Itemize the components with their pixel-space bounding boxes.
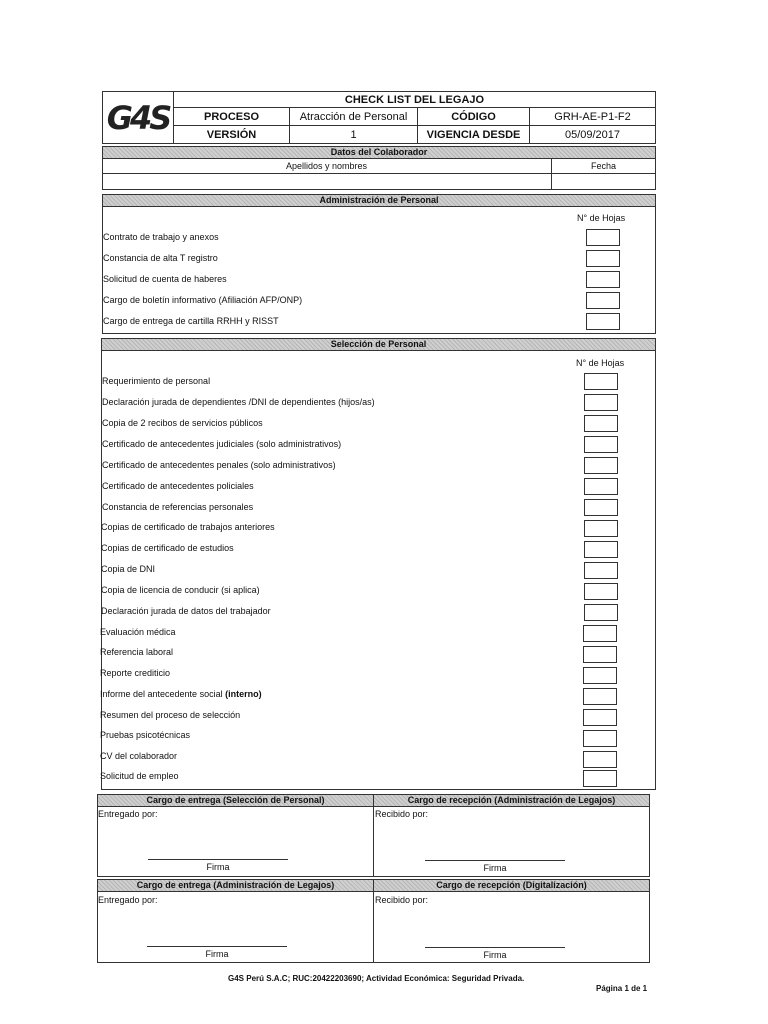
seleccion-item-label: Certificado de antecedentes policiales: [102, 481, 254, 491]
seleccion-item-hojas-box[interactable]: [584, 541, 618, 558]
proceso-label: PROCESO: [173, 107, 290, 126]
vigencia-label: VIGENCIA DESDE: [417, 125, 530, 144]
seleccion-item-hojas-box[interactable]: [583, 667, 617, 684]
version-value: 1: [289, 125, 418, 144]
seleccion-item-hojas-box[interactable]: [584, 499, 618, 516]
seleccion-item-hojas-box[interactable]: [583, 751, 617, 768]
page-number: Página 1 de 1: [596, 984, 648, 993]
firma-line[interactable]: [148, 859, 288, 860]
firma-line[interactable]: [425, 860, 565, 861]
seleccion-item-label: Declaración jurada de datos del trabajador: [101, 606, 271, 616]
seleccion-item-label: Reporte crediticio: [100, 668, 171, 678]
seleccion-hojas-label: N° de Hojas: [576, 358, 625, 368]
cargo-entrega-administracion-bar: Cargo de entrega (Administración de Legajos): [97, 879, 374, 892]
seleccion-item-label: Constancia de referencias personales: [102, 502, 254, 512]
seleccion-item-label: Solicitud de empleo: [100, 771, 179, 781]
firma-line[interactable]: [147, 946, 287, 947]
seleccion-item-hojas-box[interactable]: [584, 478, 618, 495]
nombres-input[interactable]: [103, 174, 550, 189]
seleccion-item-label: [100, 689, 262, 699]
seleccion-section-bar: Selección de Personal: [101, 338, 656, 351]
seleccion-item-label: Pruebas psicotécnicas: [100, 730, 191, 740]
seleccion-item-hojas-box[interactable]: [584, 457, 618, 474]
admin-item-label: Cargo de boletín informativo (Afiliación AFP/ONP): [103, 295, 303, 305]
firma-label: Firma: [483, 863, 507, 873]
seleccion-item-label: Certificado de antecedentes penales (solo administrativos): [102, 460, 336, 470]
seleccion-item-hojas-box[interactable]: [583, 625, 617, 642]
seleccion-item-hojas-box[interactable]: [584, 373, 618, 390]
nombres-label: Apellidos y nombres: [285, 161, 368, 171]
seleccion-item-hojas-box[interactable]: [584, 520, 618, 537]
cargo-recepcion-digitalizacion-bar: Cargo de recepción (Digitalización): [373, 879, 650, 892]
g4s-logo: G4S: [106, 98, 170, 137]
entregado-label: Entregado por:: [98, 809, 158, 819]
seleccion-item-label: Declaración jurada de dependientes /DNI de dependientes (hijos/as): [102, 397, 375, 407]
seleccion-item-hojas-box[interactable]: [583, 770, 617, 787]
seleccion-item-label: Certificado de antecedentes judiciales (solo administrativos): [102, 439, 342, 449]
seleccion-item-label: CV del colaborador: [100, 751, 178, 761]
admin-item-label: Constancia de alta T registro: [103, 253, 218, 263]
seleccion-item-label: Copias de certificado de estudios: [101, 543, 234, 553]
cargo-entrega-seleccion-bar: Cargo de entrega (Selección de Personal): [97, 794, 374, 807]
admin-item-hojas-box[interactable]: [586, 271, 620, 288]
logo-cell: [102, 91, 174, 144]
administracion-section-bar: Administración de Personal: [102, 194, 656, 207]
admin-item-hojas-box[interactable]: [586, 292, 620, 309]
footer-company: G4S Perú S.A.C; RUC:20422203690; Actividad Económica: Seguridad Privada.: [228, 974, 525, 983]
seleccion-item-label: Evaluación médica: [100, 627, 176, 637]
admin-item-label: Contrato de trabajo y anexos: [103, 232, 219, 242]
entregado-label: Entregado por:: [98, 895, 158, 905]
codigo-value: GRH-AE-P1-F2: [529, 107, 656, 126]
seleccion-item-hojas-box[interactable]: [583, 709, 617, 726]
vigencia-value: 05/09/2017: [529, 125, 656, 144]
seleccion-item-label: Copia de 2 recibos de servicios públicos: [102, 418, 263, 428]
firma-line[interactable]: [425, 947, 565, 948]
administracion-hojas-label: N° de Hojas: [577, 213, 626, 223]
firma-label: Firma: [206, 862, 230, 872]
firma-label: Firma: [483, 950, 507, 960]
seleccion-item-label: Resumen del proceso de selección: [100, 710, 241, 720]
seleccion-item-label: Copia de licencia de conducir (si aplica): [101, 585, 260, 595]
seleccion-item-label: Copias de certificado de trabajos anteriores: [101, 522, 275, 532]
seleccion-item-hojas-box[interactable]: [584, 394, 618, 411]
codigo-label: CÓDIGO: [417, 107, 530, 126]
seleccion-item-hojas-box[interactable]: [584, 562, 618, 579]
admin-item-label: Solicitud de cuenta de haberes: [103, 274, 227, 284]
seleccion-item-hojas-box[interactable]: [583, 646, 617, 663]
seleccion-item-label: Referencia laboral: [100, 647, 174, 657]
recibido-label: Recibido por:: [375, 895, 429, 905]
seleccion-item-hojas-box[interactable]: [584, 583, 618, 600]
seleccion-item-hojas-box[interactable]: [584, 604, 618, 621]
seleccion-item-hojas-box[interactable]: [583, 730, 617, 747]
admin-item-hojas-box[interactable]: [586, 250, 620, 267]
seleccion-section: [101, 350, 656, 790]
colaborador-section-bar: Datos del Colaborador: [102, 146, 656, 159]
admin-item-label: Cargo de entrega de cartilla RRHH y RISST: [103, 316, 279, 326]
interno-suffix: (interno): [225, 689, 262, 699]
seleccion-item-text: Informe del antecedente social: [100, 689, 223, 699]
admin-item-hojas-box[interactable]: [586, 313, 620, 330]
seleccion-item-label: Requerimiento de personal: [102, 376, 211, 386]
form-title: CHECK LIST DEL LEGAJO: [173, 91, 656, 108]
administracion-section: [102, 206, 656, 334]
recibido-label: Recibido por:: [375, 809, 429, 819]
proceso-value: Atracción de Personal: [289, 107, 418, 126]
seleccion-item-hojas-box[interactable]: [584, 415, 618, 432]
version-label: VERSIÓN: [173, 125, 290, 144]
firma-label: Firma: [205, 949, 229, 959]
seleccion-item-label: Copia de DNI: [101, 564, 156, 574]
seleccion-item-hojas-box[interactable]: [584, 436, 618, 453]
admin-item-hojas-box[interactable]: [586, 229, 620, 246]
cargo-recepcion-administracion-bar: Cargo de recepción (Administración de Legajos): [373, 794, 650, 807]
seleccion-item-hojas-box[interactable]: [583, 688, 617, 705]
fecha-input[interactable]: [552, 174, 655, 189]
fecha-label: Fecha: [590, 161, 616, 171]
